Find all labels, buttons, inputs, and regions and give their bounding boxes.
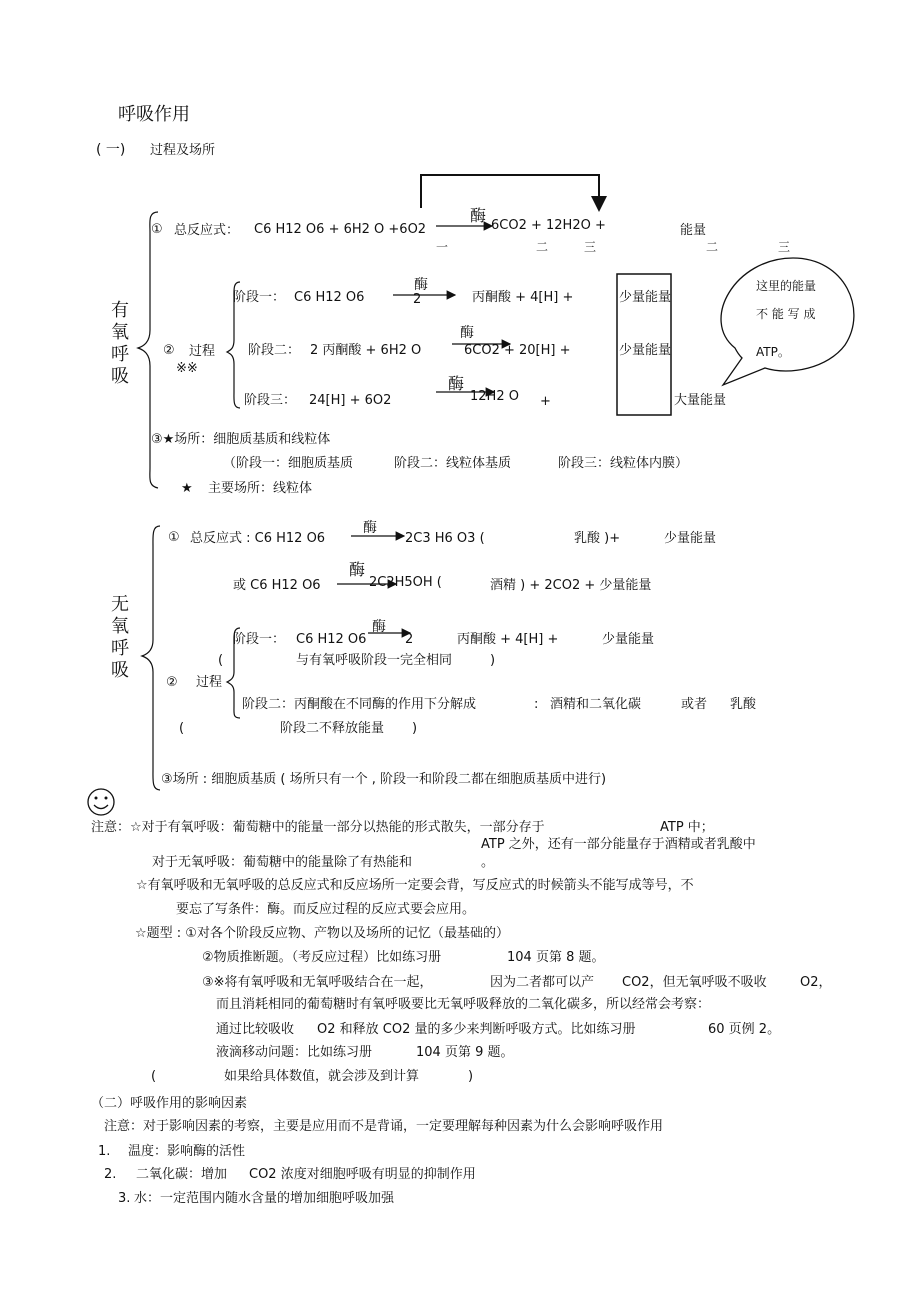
question-3d: O2， — [800, 975, 832, 990]
aerobic-side-label: 有氧呼吸 — [111, 300, 129, 387]
aerobic-site-stage2: 阶段二：线粒体基质 — [394, 456, 512, 471]
aerobic-stage2-left: 2 丙酮酸 + 6H2 O — [310, 343, 422, 358]
anaerobic-alt-rest: 酒精 ) + 2CO2 + 少量能量 — [490, 578, 652, 593]
question-7c: ) — [468, 1069, 474, 1084]
aerobic-process-stars: ※※ — [176, 361, 198, 376]
aerobic-total-energy: 能量 — [680, 223, 707, 238]
anaerobic-outer-brace — [142, 526, 160, 790]
anaerobic-total-enzyme: 酶 — [363, 520, 377, 536]
aerobic-process-num: ② — [163, 343, 175, 358]
aerobic-stage1-enzyme: 酶 — [414, 277, 428, 293]
mark-3: 三 — [584, 240, 597, 254]
anaerobic-stage2-or: 或者 — [681, 697, 708, 712]
anaerobic-stage1-coef: 2 — [405, 632, 414, 647]
aerobic-stage1-coef: 2 — [413, 292, 422, 307]
question-5c: 60 页例 2。 — [708, 1022, 781, 1037]
aerobic-stage1-label: 阶段一： — [233, 290, 286, 305]
note-1b: ATP 中； — [660, 820, 714, 835]
aerobic-stage3-enzyme: 酶 — [448, 374, 465, 393]
factor-1-num: 1. — [98, 1144, 111, 1159]
bubble-line-1: 这里的能量 — [756, 279, 817, 293]
factor-3: 水：一定范围内随水含量的增加细胞呼吸加强 — [134, 1191, 395, 1206]
anaerobic-stage2-product2: 乳酸 — [730, 697, 757, 712]
question-2a: ②物质推断题。（考反应过程）比如练习册 — [202, 950, 442, 965]
anaerobic-stage1-energy: 少量能量 — [602, 632, 655, 647]
aerobic-site-stage3: 阶段三：线粒体内膜） — [558, 456, 689, 471]
aerobic-site-stage1: （阶段一：细胞质基质 — [223, 456, 354, 471]
anaerobic-total-product-name: 乳酸 )+ — [574, 531, 621, 546]
anaerobic-site: ③场所 : 细胞质基质 ( 场所只有一个 , 阶段一和阶段二都在细胞质基质中进行) — [161, 772, 607, 787]
anaerobic-stage1-right: 丙酮酸 + 4[H] + — [457, 632, 559, 647]
aerobic-stage2-right: 6CO2 + 20[H] + — [464, 343, 571, 358]
section2-note: 注意：对于影响因素的考察，主要是应用而不是背诵，一定要理解每种因素为什么会影响呼吸作用 — [104, 1119, 664, 1134]
page-title: 呼吸作用 — [118, 104, 190, 125]
question-7b: 如果给具体数值，就会涉及到计算 — [224, 1069, 420, 1084]
anaerobic-stage1-note-open: ( — [218, 653, 224, 668]
bubble-line-2: 不 能 写 成 — [756, 307, 816, 321]
anaerobic-total-label: 总反应式 : C6 H12 O6 — [190, 531, 326, 546]
aerobic-stage3-label: 阶段三： — [244, 393, 297, 408]
bubble-line-3: ATP。 — [756, 345, 790, 359]
aerobic-main-site: 主要场所：线粒体 — [208, 481, 313, 496]
aerobic-total-num: ① — [151, 222, 163, 237]
question-3c: CO2，但无氧呼吸不吸收 — [622, 975, 767, 990]
anaerobic-total-energy: 少量能量 — [664, 531, 717, 546]
smiley-icon — [88, 789, 114, 815]
aerobic-total-left: C6 H12 O6 + 6H2 O +6O2 — [254, 222, 427, 237]
aerobic-stage3-right: 12H2 O — [470, 389, 519, 404]
anaerobic-alt-enzyme: 酶 — [349, 560, 366, 579]
question-6a: 液滴移动问题：比如练习册 — [216, 1045, 373, 1060]
anaerobic-side-label: 无氧呼吸 — [111, 594, 129, 681]
aerobic-site: ③★场所：细胞质基质和线粒体 — [151, 432, 331, 447]
anaerobic-total-num: ① — [168, 530, 180, 545]
aerobic-stage3-plus: + — [540, 394, 551, 409]
aerobic-stage3-left: 24[H] + 6O2 — [309, 393, 392, 408]
factor-2-num: 2. — [104, 1167, 117, 1182]
section2-title: （二）呼吸作用的影响因素 — [91, 1096, 248, 1111]
aerobic-process-label: 过程 — [189, 344, 216, 359]
aerobic-stage2-enzyme: 酶 — [460, 325, 474, 341]
anaerobic-stage1-label: 阶段一： — [233, 632, 286, 647]
question-3a: ③※将有氧呼吸和无氧呼吸结合在一起， — [202, 975, 433, 990]
aerobic-stage3-energy: 大量能量 — [674, 393, 727, 408]
aerobic-stage1-left: C6 H12 O6 — [294, 290, 365, 305]
note-3: ☆有氧呼吸和无氧呼吸的总反应式和反应场所一定要会背，写反应式的时候箭头不能写成等号，不 — [136, 878, 694, 893]
aerobic-total-enzyme: 酶 — [470, 206, 487, 225]
anaerobic-stage1-enzyme: 酶 — [372, 619, 386, 635]
anaerobic-stage2-note: 阶段二不释放能量 — [280, 721, 385, 736]
question-types: ☆题型 : ①对各个阶段反应物、产物以及场所的记忆（最基础的） — [135, 926, 509, 941]
aerobic-stage2-label: 阶段二： — [248, 343, 301, 358]
question-7a: ( — [151, 1069, 157, 1084]
question-6b: 104 页第 9 题。 — [416, 1045, 514, 1060]
speech-bubble — [721, 258, 854, 385]
mark-4: 二 — [706, 240, 719, 254]
section1-label: 过程及场所 — [150, 143, 216, 158]
question-5a: 通过比较吸收 — [216, 1022, 295, 1037]
anaerobic-alt-product: 2C2H5OH ( — [369, 575, 442, 590]
aerobic-stage2-energy: 少量能量 — [619, 343, 672, 358]
aerobic-stage1-energy: 少量能量 — [619, 290, 672, 305]
anaerobic-stage2-note-open: ( — [179, 721, 185, 736]
note-2c: 。 — [481, 855, 495, 870]
mark-1: 一 — [436, 240, 449, 254]
aerobic-total-right: 6CO2 + 12H2O + — [491, 218, 606, 233]
note-4: 要忘了写条件：酶。而反应过程的反应式要会应用。 — [176, 902, 476, 917]
star-icon: ★ — [181, 481, 193, 496]
note-2a: ATP 之外，还有一部分能量存于酒精或者乳酸中 — [481, 837, 756, 852]
section1-number: ( 一) — [96, 142, 126, 158]
mark-2: 二 — [536, 240, 549, 254]
question-3b: 因为二者都可以产 — [490, 975, 595, 990]
note-1a: 注意：☆对于有氧呼吸：葡萄糖中的能量一部分以热能的形式散失，一部分存于 — [91, 820, 545, 835]
aerobic-stage1-right: 丙酮酸 + 4[H] + — [472, 290, 574, 305]
anaerobic-total-product: 2C3 H6 O3 ( — [405, 531, 485, 546]
anaerobic-stage2-text: 阶段二：丙酮酸在不同酶的作用下分解成 — [242, 697, 477, 712]
anaerobic-stage1-left: C6 H12 O6 — [296, 632, 367, 647]
anaerobic-stage1-note: 与有氧呼吸阶段一完全相同 — [296, 653, 453, 668]
anaerobic-alt-left: 或 C6 H12 O6 — [233, 578, 321, 593]
question-4: 而且消耗相同的葡萄糖时有氧呼吸要比无氧呼吸释放的二氧化碳多，所以经常会考察： — [216, 997, 711, 1012]
anaerobic-stage1-note-close: ) — [490, 653, 496, 668]
factor-2-detail: CO2 浓度对细胞呼吸有明显的抑制作用 — [249, 1167, 476, 1182]
anaerobic-stage2-colon: : — [534, 697, 539, 712]
factor-3-num: 3. — [118, 1191, 131, 1206]
factor-2: 二氧化碳：增加 — [136, 1167, 228, 1182]
note-2b: 对于无氧呼吸：葡萄糖中的能量除了有热能和 — [152, 855, 413, 870]
anaerobic-stage2-note-close: ) — [412, 721, 418, 736]
anaerobic-process-num: ② — [166, 675, 178, 690]
question-2b: 104 页第 8 题。 — [507, 950, 605, 965]
question-5b: O2 和释放 CO2 量的多少来判断呼吸方式。比如练习册 — [317, 1022, 636, 1037]
anaerobic-process-label: 过程 — [196, 675, 223, 690]
anaerobic-stage2-product1: 酒精和二氧化碳 — [550, 697, 642, 712]
factor-1: 温度：影响酶的活性 — [128, 1144, 246, 1159]
mark-5: 三 — [778, 240, 791, 254]
aerobic-total-label: 总反应式： — [174, 223, 240, 238]
top-bracket-arrow — [421, 175, 599, 210]
